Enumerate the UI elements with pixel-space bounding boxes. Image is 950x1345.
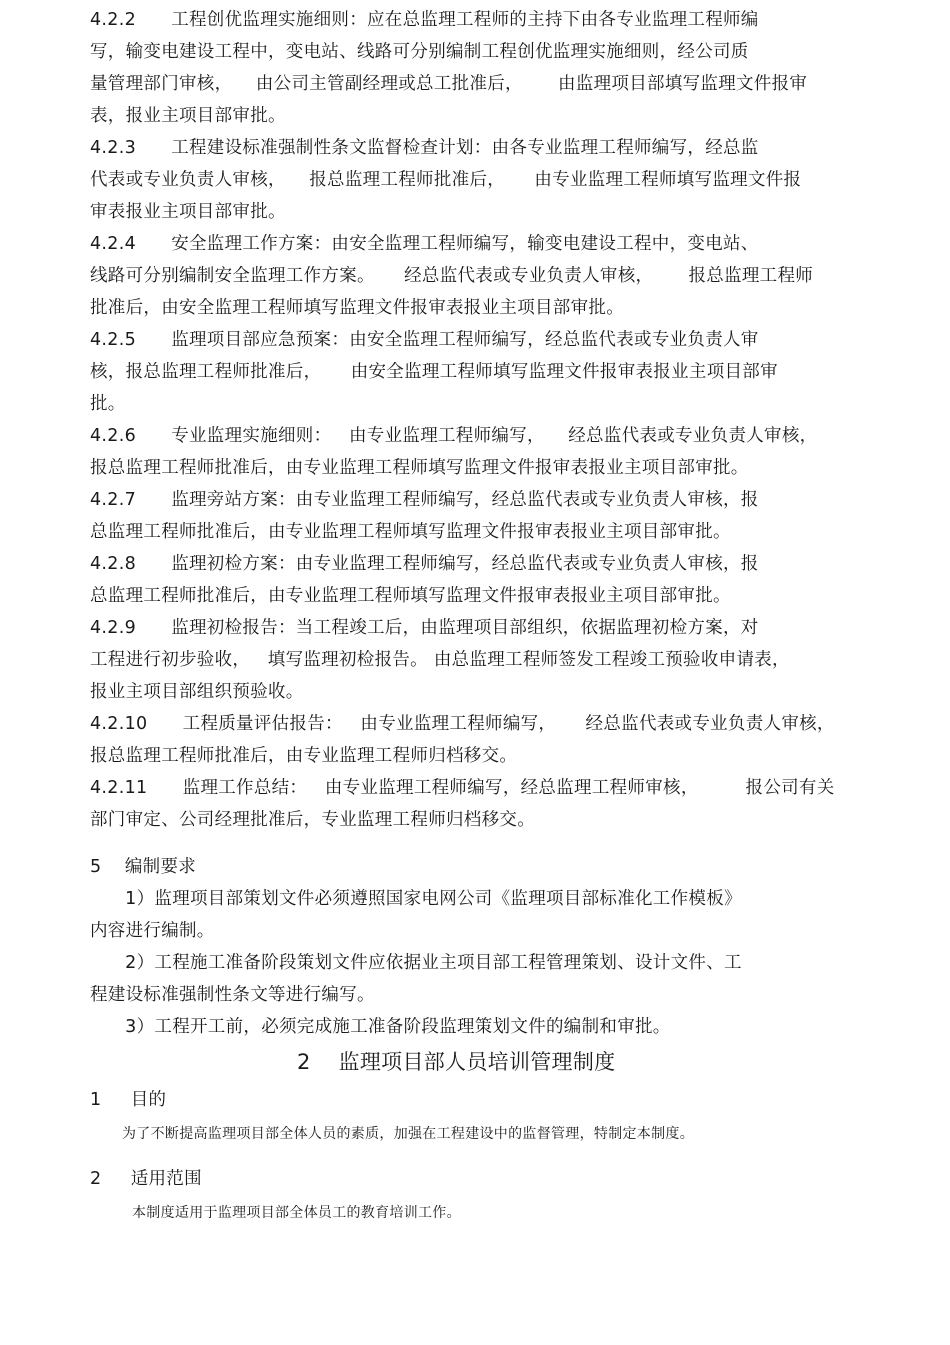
list-item: 3）工程开工前，必须完成施工准备阶段监理策划文件的编制和审批。 [90, 1017, 671, 1037]
section-heading-purpose: 1 目的 [90, 1090, 167, 1110]
text-line: 报总监理工程师批准后，由专业监理工程师归档移交。 [90, 746, 518, 766]
list-item: 内容进行编制。 [90, 921, 215, 941]
text-line: 核，报总监理工程师批准后， 由安全监理工程师填写监理文件报审表报业主项目部审 [90, 362, 778, 382]
text-line: 量管理部门审核， 由公司主管副经理或总工批准后， 由监理项目部填写监理文件报审 [90, 74, 808, 94]
text-line: 表，报业主项目部审批。 [90, 106, 286, 126]
purpose-text: 为了不断提高监理项目部全体人员的素质，加强在工程建设中的监督管理，特制定本制度。 [122, 1126, 694, 1142]
text-line: 报总监理工程师批准后，由专业监理工程师填写监理文件报审表报业主项目部审批。 [90, 458, 749, 478]
text-line: 4.2.6 专业监理实施细则： 由专业监理工程师编写， 经总监代表或专业负责人审核， [90, 426, 818, 446]
scope-text: 本制度适用于监理项目部全体员工的教育培训工作。 [132, 1205, 461, 1221]
text-line: 工程进行初步验收， 填写监理初检报告。 由总监理工程师签发工程竣工预验收申请表， [90, 650, 790, 670]
list-item: 1）监理项目部策划文件必须遵照国家电网公司《监理项目部标准化工作模板》 [90, 889, 742, 909]
text-line: 4.2.11 监理工作总结： 由专业监理工程师编写，经总监理工程师审核， 报公司有关 [90, 778, 835, 798]
section-heading: 5 编制要求 [90, 857, 197, 877]
text-line: 4.2.7 监理旁站方案：由专业监理工程师编写，经总监代表或专业负责人审核，报 [90, 490, 759, 510]
text-line: 4.2.8 监理初检方案：由专业监理工程师编写，经总监代表或专业负责人审核，报 [90, 554, 759, 574]
text-line: 审表报业主项目部审批。 [90, 202, 286, 222]
chapter-title: 2 监理项目部人员培训管理制度 [297, 1050, 616, 1074]
text-line: 写，输变电建设工程中，变电站、线路可分别编制工程创优监理实施细则，经公司质 [90, 42, 749, 62]
text-line: 报业主项目部组织预验收。 [90, 682, 304, 702]
text-line: 总监理工程师批准后，由专业监理工程师填写监理文件报审表报业主项目部审批。 [90, 586, 731, 606]
text-line: 线路可分别编制安全监理工作方案。 经总监代表或专业负责人审核， 报总监理工程师 [90, 266, 814, 286]
text-line: 4.2.3 工程建设标准强制性条文监督检查计划：由各专业监理工程师编写，经总监 [90, 138, 759, 158]
text-line: 批。 [90, 394, 126, 414]
list-item: 2）工程施工准备阶段策划文件应依据业主项目部工程管理策划、设计文件、工 [90, 953, 742, 973]
section-heading-scope: 2 适用范围 [90, 1169, 202, 1189]
text-line: 批准后，由安全监理工程师填写监理文件报审表报业主项目部审批。 [90, 298, 624, 318]
text-line: 4.2.10 工程质量评估报告： 由专业监理工程师编写， 经总监代表或专业负责人审核， [90, 714, 835, 734]
text-line: 4.2.2 工程创优监理实施细则：应在总监理工程师的主持下由各专业监理工程师编 [90, 10, 759, 30]
text-line: 部门审定、公司经理批准后，专业监理工程师归档移交。 [90, 810, 535, 830]
text-line: 代表或专业负责人审核， 报总监理工程师批准后， 由专业监理工程师填写监理文件报 [90, 170, 802, 190]
list-item: 程建设标准强制性条文等进行编写。 [90, 985, 375, 1005]
text-line: 4.2.5 监理项目部应急预案：由安全监理工程师编写，经总监代表或专业负责人审 [90, 330, 759, 350]
text-line: 4.2.4 安全监理工作方案：由安全监理工程师编写，输变电建设工程中，变电站、 [90, 234, 759, 254]
text-line: 4.2.9 监理初检报告：当工程竣工后，由监理项目部组织，依据监理初检方案，对 [90, 618, 759, 638]
text-line: 总监理工程师批准后，由专业监理工程师填写监理文件报审表报业主项目部审批。 [90, 522, 731, 542]
